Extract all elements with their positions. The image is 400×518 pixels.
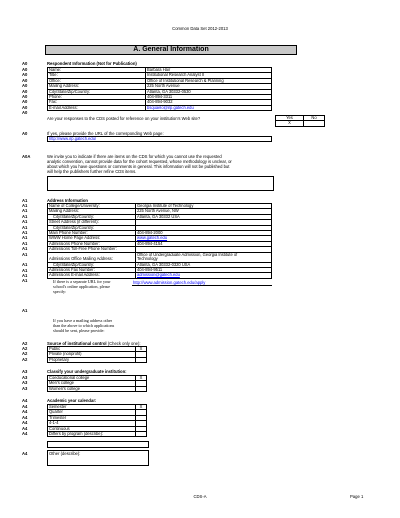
table-row <box>48 137 272 142</box>
section-title: A. General Information <box>45 45 297 55</box>
field-value[interactable] <box>136 252 272 262</box>
field-label: WWW Home Page Address: <box>48 236 136 241</box>
option-label: Women's college <box>48 386 136 391</box>
option-label: 4-1-4 <box>48 421 136 426</box>
control-table <box>47 346 147 363</box>
item-code: A2 <box>22 356 28 362</box>
note-line: should be sent, please provide: <box>53 328 105 334</box>
mailing-note <box>53 318 114 334</box>
item-code: A1 <box>22 240 28 246</box>
a0a-line: We invite you to indicate if there are items on the CDS for which you cannot use the requested <box>47 154 222 159</box>
field-value[interactable]: Barbara Hair <box>146 68 272 73</box>
item-code: A4 <box>22 398 28 403</box>
differs-describe-box[interactable] <box>47 441 149 448</box>
item-code: A0 <box>22 77 28 83</box>
email-link[interactable]: bsquaelo@irp.gatech.edu <box>146 105 272 110</box>
item-code: A1 <box>22 229 28 235</box>
table-row <box>48 432 147 437</box>
table-row <box>48 252 272 262</box>
item-code: A3 <box>22 380 28 386</box>
item-code: A1 <box>22 213 28 219</box>
field-label: Name: <box>48 68 146 73</box>
item-code: A4 <box>22 425 28 431</box>
a0a-line: about which you have questions or comments in general. This information will not be published but <box>47 164 230 169</box>
header-title: Common Data Set 2012-2013 <box>172 26 228 31</box>
other-describe-box[interactable] <box>47 450 149 466</box>
footer-center: CDS-A <box>193 494 207 499</box>
online-app-underline <box>132 285 272 286</box>
item-code: A0 <box>22 93 28 99</box>
classify-heading: Classify your undergraduate institution: <box>47 369 127 374</box>
item-code: A1 <box>22 203 28 208</box>
address-table <box>47 203 272 279</box>
option-label: Quarter <box>48 410 136 415</box>
field-value[interactable]: 404-894-2000 <box>136 231 272 236</box>
option-checkbox[interactable] <box>136 386 147 391</box>
a0a-line: analytic convention, cannot provide data for the cohort requested, whose methodology is unclear, or <box>47 159 232 164</box>
yes-checkbox[interactable]: X <box>276 121 304 126</box>
cds-posted-question: Are your responses to the CDS posted for reference on your institution's Web site? <box>47 116 201 121</box>
field-value[interactable]: 404-894-3311 <box>146 95 272 100</box>
option-label: Men's college <box>48 381 136 386</box>
field-label: Fax: <box>48 100 146 105</box>
respondent-table <box>47 67 272 111</box>
field-value[interactable]: Georgia Institute of Technology <box>136 204 272 209</box>
other-describe-label: Other (describe): <box>49 451 81 456</box>
field-value[interactable]: Institutional Research Analyst II <box>146 73 272 78</box>
field-value[interactable]: 404-894-4154 <box>136 241 272 246</box>
no-checkbox[interactable] <box>304 121 325 126</box>
field-label: Mailing Address: <box>48 209 136 214</box>
field-label: Office: <box>48 78 146 83</box>
item-code: A0 <box>22 61 28 66</box>
item-code: A0 <box>22 88 28 94</box>
item-code: A0 <box>22 72 28 78</box>
field-label: City/State/Zip/Country: <box>48 89 146 94</box>
calendar-heading: Academic year calendar: <box>47 398 97 403</box>
note-line: If there is a separate URL for your <box>53 279 111 284</box>
option-label: Trimester <box>48 415 136 420</box>
field-label: Admissions Office Mailing Address: <box>48 252 136 262</box>
item-code: A0 <box>22 110 28 116</box>
yes-no-table <box>275 115 325 127</box>
address-codes <box>22 203 27 284</box>
item-code: A3 <box>22 385 28 391</box>
no-label: No <box>304 116 325 121</box>
field-label: Admissions Toll-Free Phone Number: <box>48 247 136 252</box>
field-label: Admissions Fax Number: <box>48 268 136 273</box>
table-row <box>276 121 325 126</box>
field-label: City/State/Zip/Country: <box>48 214 136 219</box>
item-code: A1 <box>22 208 28 214</box>
field-value[interactable]: 225 North Avenue <box>146 84 272 89</box>
field-label: Mailing Address: <box>48 84 146 89</box>
item-code: A1 <box>22 219 28 225</box>
option-label: Differs by program (describe): <box>48 432 136 437</box>
item-code: A4 <box>22 430 28 436</box>
control-heading-note: (Check only one): <box>106 341 141 346</box>
option-label: Proprietary <box>48 357 136 362</box>
classify-codes <box>22 375 27 391</box>
item-code: A1 <box>22 308 28 313</box>
office-line: Technology <box>137 256 158 262</box>
field-label: City/State/Zip/Country: <box>48 225 136 230</box>
field-label: Admissions E-mail Address: <box>48 273 136 278</box>
option-checkbox[interactable] <box>136 432 147 437</box>
item-code: A1 <box>22 246 28 252</box>
item-code: A1 <box>22 273 28 279</box>
a0a-line: will help the publishers further refine CDS items. <box>47 169 137 174</box>
a0a-comment-box[interactable] <box>47 176 274 191</box>
note-line: school's online application, please <box>53 284 111 290</box>
a0a-text <box>47 154 232 174</box>
item-code: A1 <box>22 278 28 284</box>
note-line: If you have a mailing address other <box>53 318 113 323</box>
respondent-heading: Respondent Information (Not for Publication) <box>47 61 137 66</box>
item-code: A3 <box>22 369 28 374</box>
item-code: A0 <box>22 83 28 89</box>
item-code: A2 <box>22 351 28 357</box>
admission-email-link[interactable]: admission@gatech.edu <box>136 273 272 278</box>
item-code: A4 <box>22 414 28 420</box>
field-value[interactable]: 404-894-9511 <box>136 268 272 273</box>
online-app-link[interactable]: http://www.admission.gatech.edu/apply <box>133 280 206 285</box>
field-value[interactable]: 404-894-9032 <box>146 100 272 105</box>
office-line: Office of Undergraduate Admission, Georgia Institute of <box>137 252 238 257</box>
calendar-table <box>47 404 147 437</box>
table-row <box>48 105 272 110</box>
item-code: A4 <box>22 409 28 415</box>
option-label: Semester <box>48 405 136 410</box>
field-value[interactable]: Atlanta, GA 30332 USA <box>136 214 272 219</box>
item-code: A1 <box>22 198 28 203</box>
option-checkbox[interactable] <box>136 357 147 362</box>
item-code: A4 <box>22 404 28 409</box>
field-label: E-mail Address: <box>48 105 146 110</box>
option-label: Continuous <box>48 426 136 431</box>
page-number: Page 1 <box>350 494 364 499</box>
yes-label: Yes <box>276 116 304 121</box>
option-label: Private (nonprofit) <box>48 352 136 357</box>
note-line: specify: <box>53 289 67 295</box>
field-label: Phone: <box>48 95 146 100</box>
table-row <box>48 386 147 391</box>
classify-table <box>47 375 147 392</box>
item-code: A2 <box>22 341 28 346</box>
field-label: Main Phone Number: <box>48 231 136 236</box>
item-code: A4 <box>22 420 28 426</box>
item-code: A3 <box>22 375 28 380</box>
item-code: A4 <box>22 451 28 456</box>
item-code: A0 <box>22 131 28 136</box>
item-code: A1 <box>22 251 28 257</box>
option-checkbox[interactable]: X <box>136 347 147 352</box>
field-label: Street Address (if different): <box>48 220 136 225</box>
field-label: Admissions Phone Number: <box>48 241 136 246</box>
item-code: A0 <box>22 67 28 72</box>
note-line: than the above to which applications <box>53 323 115 329</box>
option-label: Coeducational college <box>48 376 136 381</box>
table-row <box>48 273 272 278</box>
control-codes <box>22 346 27 362</box>
online-app-note <box>53 279 111 295</box>
item-code: A1 <box>22 262 28 268</box>
item-code: A1 <box>22 267 28 273</box>
table-row <box>48 357 147 362</box>
item-code: A1 <box>22 235 28 241</box>
item-code: A1 <box>22 224 28 230</box>
url-prompt: If yes, please provide the URL of the corresponding Web page: <box>47 131 164 136</box>
item-code: A2 <box>22 346 28 351</box>
field-value[interactable]: Office of Institutional Research & Planning <box>146 78 272 83</box>
field-label: Title: <box>48 73 146 78</box>
field-label: Name of College/University: <box>48 204 136 209</box>
option-label: Public <box>48 347 136 352</box>
option-checkbox[interactable]: X <box>136 405 147 410</box>
cds-url-link[interactable]: http://www.irp.gatech.edu/ <box>48 137 272 142</box>
control-heading-text: Source of institutional control <box>47 341 107 346</box>
field-value[interactable]: Atlanta, GA 30332-0530 <box>146 89 272 94</box>
calendar-codes <box>22 404 27 436</box>
item-code: A0A <box>22 154 31 159</box>
address-heading: Address Information <box>47 198 88 203</box>
item-code: A0 <box>22 99 28 105</box>
field-label: City/State/Zip/Country: <box>48 262 136 267</box>
item-code: A0 <box>22 104 28 110</box>
option-checkbox[interactable]: X <box>136 376 147 381</box>
field-value[interactable]: Atlanta, GA 30332-0320 USA <box>136 262 272 267</box>
respondent-codes <box>22 67 27 116</box>
url-table <box>47 136 272 142</box>
homepage-link[interactable]: www.gatech.edu <box>136 236 272 241</box>
field-value[interactable]: 225 North Avenue, NW <box>136 209 272 214</box>
